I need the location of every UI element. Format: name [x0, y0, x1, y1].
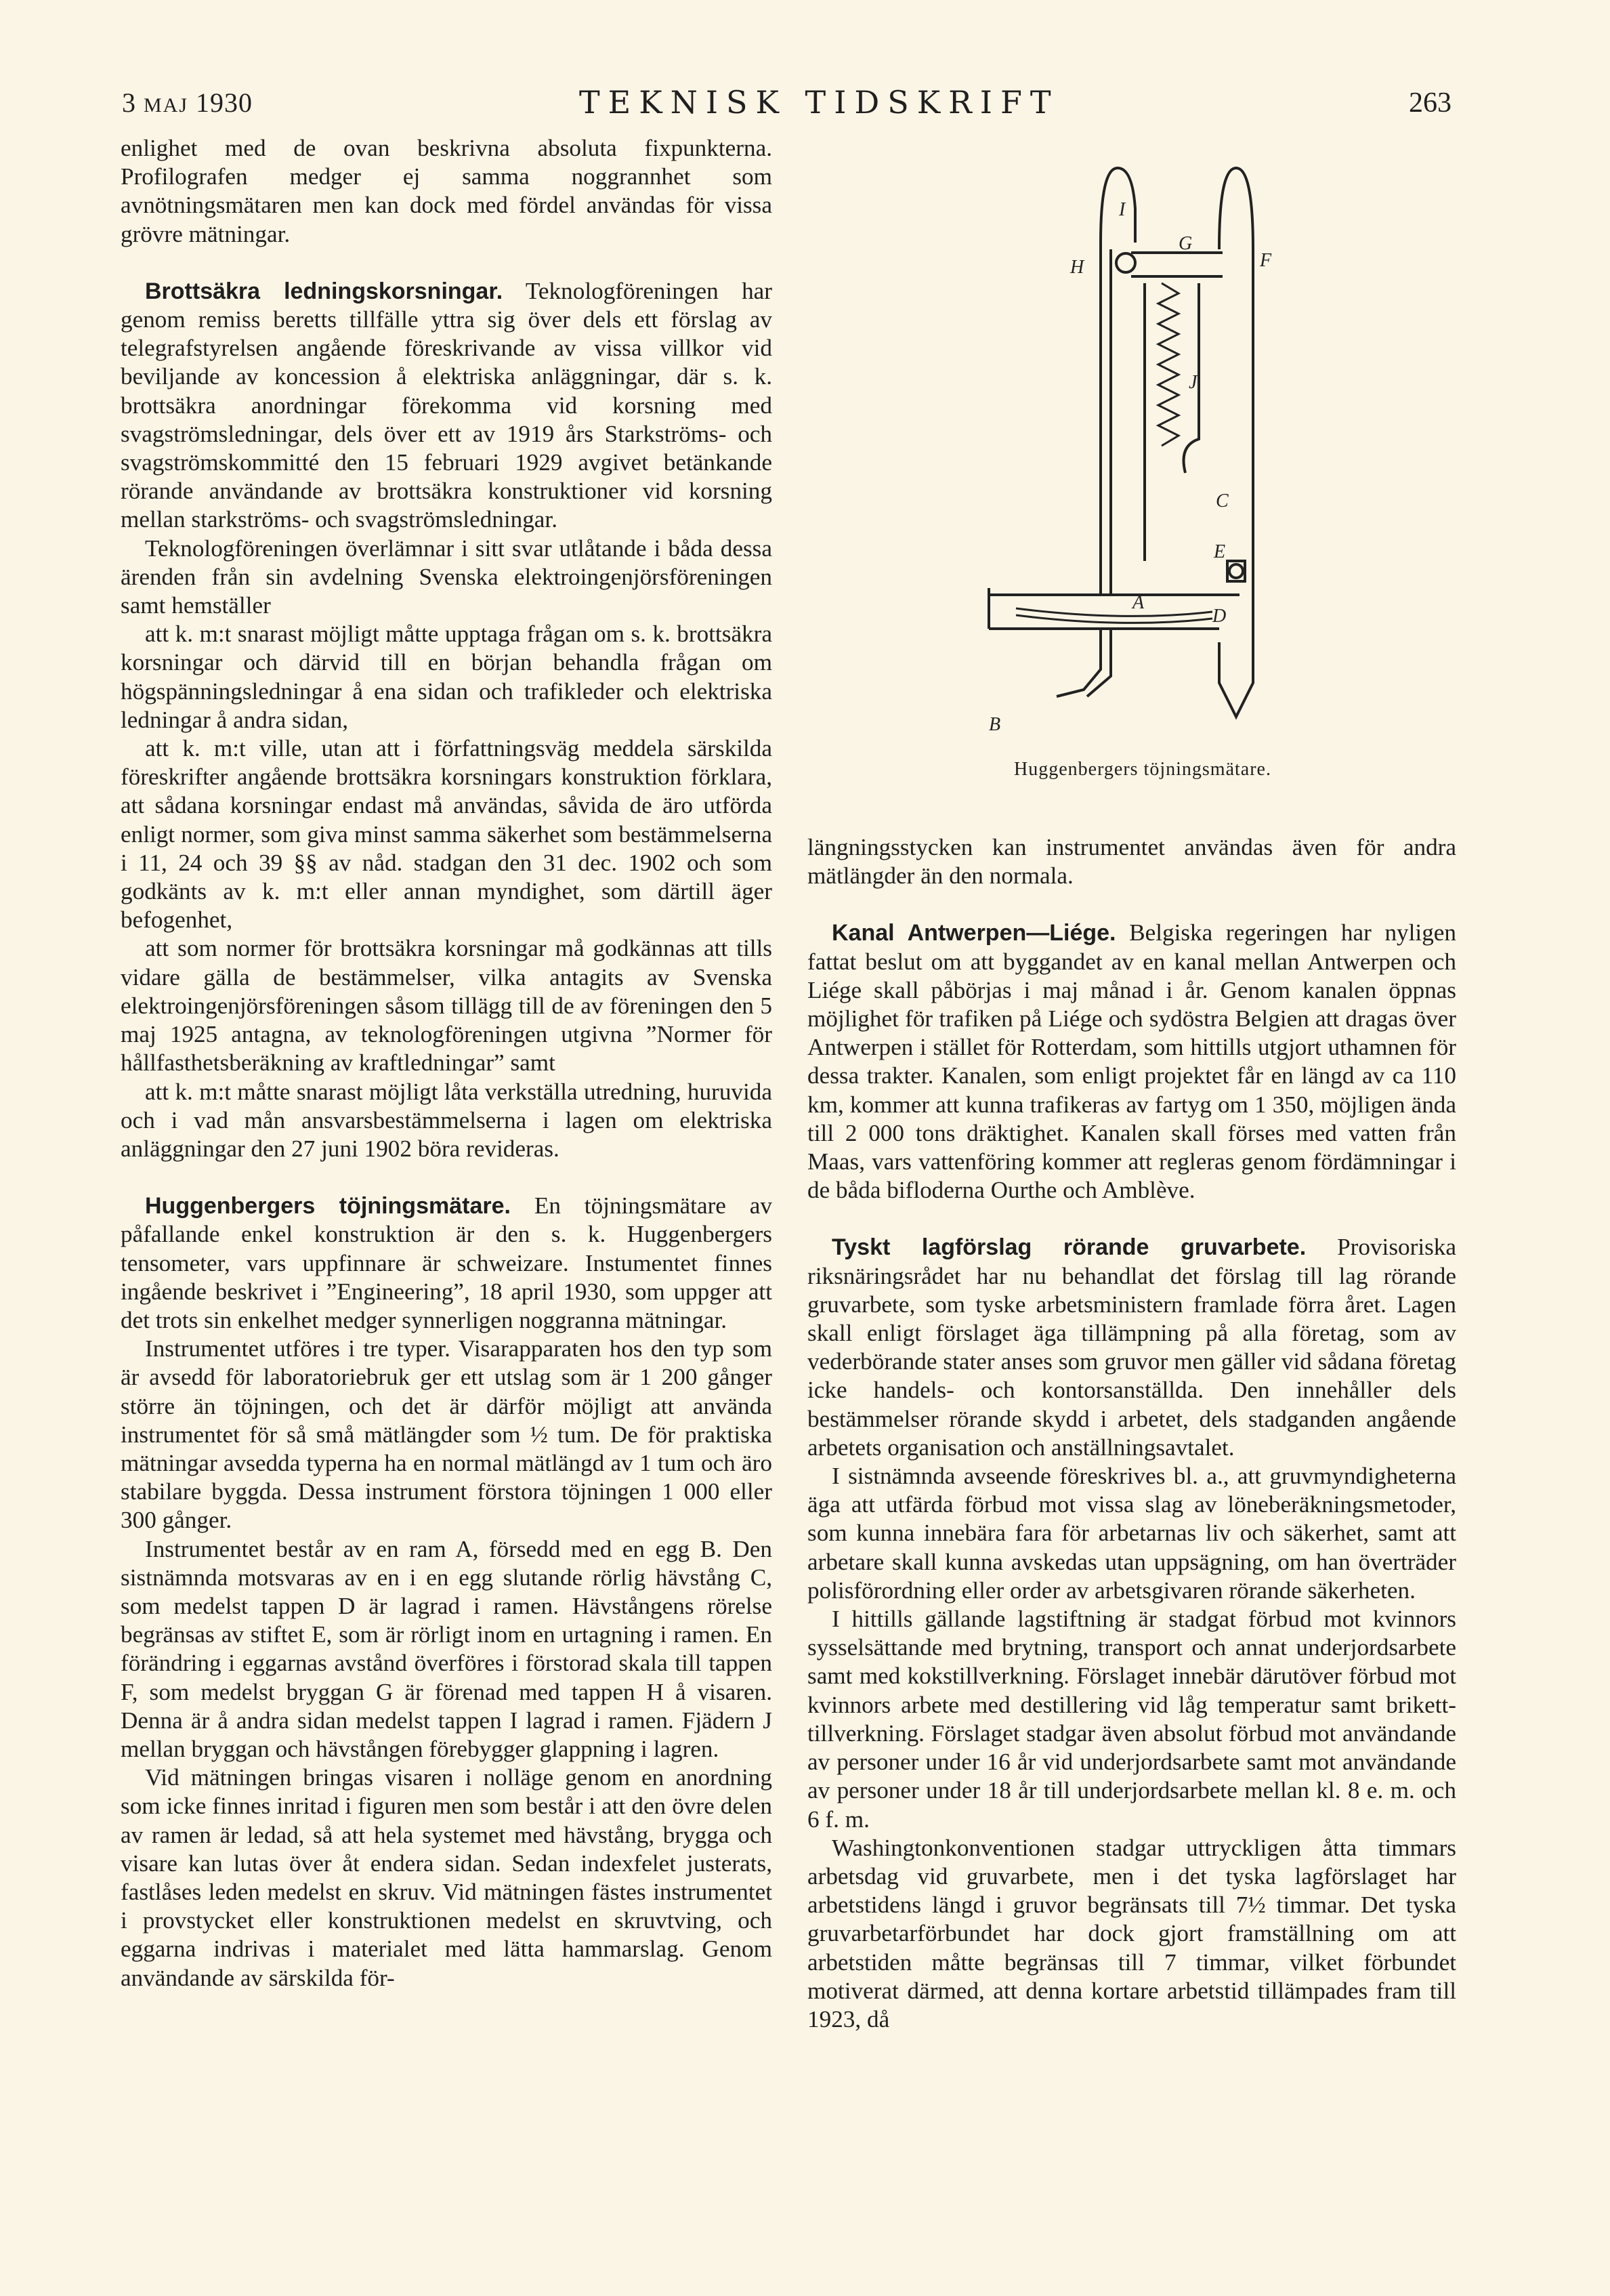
paragraph-text: Belgiska regeringen har nyligen fattat beslut om att byggandet av en kanal mellan Antwerpen och Liége skall påbörjas i maj månad i år. Genom kanalen öppnas möjlighet för trafiken på Liége och sydöstra Belgien att dragas över Antwerpen i stället för Rotterdam, som hittills utgjort uthamnen för dessa trakter. Kanalen, som enligt projektet får en längd av ca 110 km, kommer att kunna trafikeras av fartyg om 1 350, möjligen ända till 2 000 tons dräktighet. Kanalen skall förses med vatten från Maas, vars vattenföring kommer att regleras genom fördämningar i de båda bifloderna Ourthe och Amblève.	[807, 919, 1456, 1204]
section-heading: Huggenbergers töjningsmätare.	[145, 1193, 511, 1219]
paragraph: Instrumentet utföres i tre typer. Visarapparaten hos den typ som är avsedd för laboratoriebruk ger ett utslag som är 1 200 gånger större än töjningen, och det är därför möjligt att använda instrumentet för så små mätlängder som ½ tum. De för praktiska mätningar avsedda typerna ha en normal mätlängd av 1 tum och äro stabilare byggda. Dessa instrument förstora töjningen 1 000 eller 300 gånger.	[121, 1335, 772, 1534]
paragraph-text: Teknologföreningen har genom remiss beretts tillfälle yttra sig över dels ett förslag av telegrafstyrelsen angående föreskrivande av vissa villkor vid beviljande av koncession å elektriska anläggningar, där s. k. brottsäkra anordningar förekomma vid korsning med svagströmsledningar, dels över ett av 1919 års Starkströms- och svagströmskommitté den 15 februari 1929 avgivet betänkande rörande användande av brottsäkra konstruktioner vid korsning mellan starkströms- och svagströmsledningar.	[121, 277, 772, 533]
paragraph: att k. m:t måtte snarast möjligt låta verkställa utredning, huruvida och i vad mån ansvarsbestämmelserna i lagen om elektriska anläggningar den 27 juni 1902 böra revideras.	[121, 1078, 772, 1162]
issue-date	[122, 87, 253, 119]
strain-gauge-figure	[975, 154, 1294, 735]
figure-caption: Huggenbergers töjningsmätare.	[1014, 759, 1271, 780]
issue-year: 1930	[196, 87, 253, 118]
page-number: 263	[1409, 87, 1452, 119]
paragraph: Instrumentet består av en ram A, försedd med en egg B. Den sistnämnda motsvaras av en i en egg slutande rörlig hävstång C, som medelst tappen D är lagrad i ramen. Hävstångens rörelse begränsas av stiftet E, som är rörligt inom en urtagning i ramen. En förändring i eggarnas avstånd överföres i förstorad skala till tappen F, som medelst bryggan G är förenad med tappen H å visaren. Denna är å andra sidan medelst tappen I lagrad i ramen. Fjädern J mellan bryggan och hävstången förebygger glappning i lagren.	[121, 1535, 772, 1762]
paragraph-text: En töjningsmätare av påfallande enkel konstruktion är den s. k. Huggenbergers tensometer, vars uppfinnare är schweizare. Instumentet finnes ingående beskrivet i ”Engineering”, 18 april 1930, som uppger att det trots sin enkelhet medger synnerligen noggranna mätningar.	[121, 1192, 772, 1333]
paragraph	[807, 1233, 1456, 1462]
label-G: G	[1179, 233, 1193, 254]
journal-title: TEKNISK TIDSKRIFT	[579, 84, 1059, 121]
label-F: F	[1260, 250, 1272, 271]
gauge-frame	[989, 168, 1253, 717]
right-column	[807, 833, 1456, 2034]
paragraph	[121, 277, 772, 535]
left-column	[121, 134, 772, 1992]
paragraph	[807, 919, 1456, 1205]
issue-month: MAJ	[144, 94, 189, 117]
paragraph: att som normer för brottsäkra korsningar må godkännas att tills vidare gälla de bestämmelser, vilka antagits av Svenska elektroingenjörsföreningen såsom tillägg till de av föreningen den 5 maj 1925 antagna, av teknologföreningen utgivna ”Normer för hållfasthetsberäkning av kraftledningar” samt	[121, 935, 772, 1077]
label-J: J	[1189, 372, 1198, 393]
section-heading: Kanal Antwerpen—Liége.	[832, 920, 1116, 946]
label-B: B	[989, 714, 1001, 735]
paragraph-text: Provisoriska riksnäringsrådet har nu behandlat det förslag till lag rörande gruvarbete, som tyske arbetsministern framlade förra året. Lagen skall enligt förslaget äga tillämpning på alla företag, som av vederbörande stater anses som gruvor men gäller vid sådana företag icke handels- och kontorsanställda. Den innehåller dels bestämmelser rörande skydd i arbetet, dels stadganden angående arbetets organisation och anställningsavtalet.	[807, 1234, 1457, 1461]
label-H: H	[1070, 257, 1084, 278]
paragraph: längningsstycken kan instrumentet användas även för andra mätlängder än den normala.	[807, 834, 1456, 890]
paragraph: Teknologföreningen överlämnar i sitt svar utlåtande i båda dessa ärenden från sin avdelning Svenska elektroingenjörsföreningen samt hemställer	[121, 535, 772, 619]
paragraph: Washingtonkonventionen stadgar uttryckligen åtta timmars arbetsdag vid gruvarbete, men i det tyska lagförslaget har arbetstidens längd i gruvor begränsats till 7½ timmar. Det tyska gruvarbetarförbundet har dock gjort framställning om att arbetstiden måtte begränsas till 7 timmar, vilket förbundet motiverat därmed, att denna kortare arbetstid tillämpades fram till 1923, då	[807, 1834, 1456, 2032]
label-E: E	[1214, 541, 1226, 562]
paragraph: I hittills gällande lagstiftning är stadgat förbud mot kvinnors sysselsättande med brytning, transport och annat underjordsarbete samt med kokstillverkning. Förslaget innebär därutöver förbud mot kvinnors arbete med destillering vid låg temperatur samt brikett-tillverkning. Förslaget stadgar även absolut förbud mot användande av personer under 16 år vid underjordsarbete samt mot användande av personer under 18 år till underjordsarbete mellan kl. 8 e. m. och 6 f. m.	[807, 1606, 1456, 1833]
page-header	[0, 80, 1610, 127]
section-heading: Brottsäkra ledningskorsningar.	[145, 278, 503, 304]
paragraph	[121, 1192, 772, 1335]
paragraph: att k. m:t ville, utan att i författningsväg meddela särskilda föreskrifter angående brottsäkra korsningars konstruktion förklara, att sådana korsningar endast må användas, såvida de äro utförda enligt normer, som giva minst samma säkerhet som bestämmelserna i 11, 24 och 39 §§ av nåd. stadgan den 31 dec. 1902 och som godkänts av k. m:t eller annan myndighet, som därtill äger befogenhet,	[121, 735, 772, 934]
label-A: A	[1132, 592, 1145, 613]
paragraph: enlighet med de ovan beskrivna absoluta fixpunkterna. Profilografen medger ej samma noggrannhet som avnötningsmätaren men kan dock med fördel användas för vissa grövre mätningar.	[121, 135, 772, 247]
issue-day: 3	[122, 87, 136, 118]
paragraph: att k. m:t snarast möjligt måtte upptaga frågan om s. k. brottsäkra korsningar och därvid till en början behandla frågan om högspänningsledningar å ena sidan och trafikleder och elektriska ledningar å andra sidan,	[121, 621, 772, 733]
paragraph: Vid mätningen bringas visaren i nolläge genom en anordning som icke finnes inritad i figuren men som består i att den övre delen av ramen är ledad, så att hela systemet med hävstång, brygga och visare kan lutas över åt endera sidan. Sedan indexfelet justerats, fastlåses leden medelst en skruv. Vid mätningen fästes instrumentet i provstycket eller konstruktionen medelst en skruvtving, och eggarna indrivas i materialet med lätta hammarslag. Genom användande av särskilda för-	[121, 1764, 772, 1991]
section-heading: Tyskt lagförslag rörande gruvarbete.	[832, 1234, 1307, 1261]
paragraph: I sistnämnda avseende föreskrives bl. a., att gruvmyndigheterna äga att utfärda förbud mot vissa slag av löneberäkningsmetoder, som kunna innebära fara för arbetarnas liv och säkerhet, samt att arbetare skall kunna avskedas utan uppsägning, om han överträder polisförordning eller order av arbetsgivaren rörande säkerheten.	[807, 1463, 1456, 1604]
label-C: C	[1216, 490, 1229, 512]
label-D: D	[1212, 606, 1227, 627]
label-I: I	[1119, 199, 1126, 220]
